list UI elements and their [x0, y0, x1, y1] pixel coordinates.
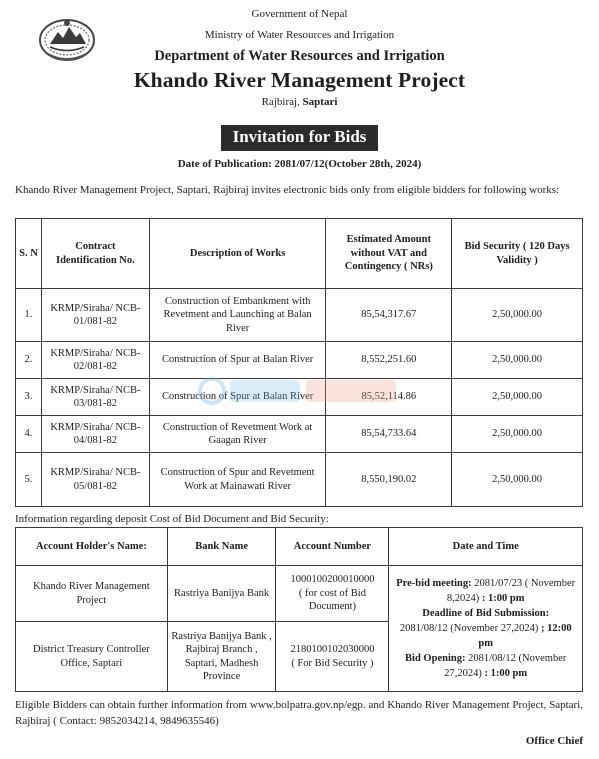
cell-security: 2,50,000.00: [452, 416, 583, 453]
cell-holder: Khando River Management Project: [16, 566, 168, 622]
header-holder: Account Holder's Name:: [16, 528, 168, 566]
header-description: Description of Works: [149, 219, 326, 289]
cell-description: Construction of Revetment Work at Gaagan River: [149, 416, 326, 453]
deposit-info: Information regarding deposit Cost of Bid Document and Bid Security:: [15, 513, 329, 525]
header-account: Account Number: [276, 528, 389, 566]
cell-sn: 3.: [16, 379, 42, 416]
works-table-header: [16, 219, 583, 289]
cell-contract: KRMP/Siraha/ NCB-02/081-82: [41, 342, 149, 379]
cell-sn: 4.: [16, 416, 42, 453]
cell-security: 2,50,000.00: [452, 379, 583, 416]
table-row: [16, 416, 583, 453]
cell-sn: 2.: [16, 342, 42, 379]
bank-table: [15, 527, 583, 692]
cell-contract: KRMP/Siraha/ NCB-04/081-82: [41, 416, 149, 453]
cell-estimate: 8,552,251.60: [326, 342, 452, 379]
account-number: 2180100102030000: [290, 644, 375, 655]
table-row: [16, 289, 583, 342]
location-city: Rajbiraj,: [261, 96, 303, 108]
header-contract: Contract Identification No.: [41, 219, 149, 289]
signatory: Office Chief: [525, 735, 583, 747]
footer-text: Eligible Bidders can obtain further information from www.bolpatra.gov.np/egp. and Khando River Management Project, Saptari, Rajbiraj ( Contact: 9852034214, 9849635546): [15, 699, 583, 727]
cell-estimate: 85,54,733.64: [326, 416, 452, 453]
prebid-time: : 1:00 pm: [481, 593, 525, 604]
location-line: [0, 97, 599, 108]
cell-security: 2,50,000.00: [452, 289, 583, 342]
cell-description: Construction of Embankment with Revetment and Launching at Balan River: [149, 289, 326, 342]
cell-holder: District Treasury Controller Office, Saptari: [16, 622, 168, 692]
table-row: [16, 566, 583, 622]
account-number: 1000100200010000: [290, 574, 375, 586]
project-title: Khando River Management Project: [133, 68, 466, 92]
opening-date: 2081/08/12 (November 27,2024): [444, 653, 567, 679]
opening-line: [393, 651, 578, 681]
cell-contract: KRMP/Siraha/ NCB-03/081-82: [41, 379, 149, 416]
opening-time: : 1:00 pm: [484, 668, 528, 679]
cell-bank: Rastriya Banijya Bank , Rajbiraj Branch , Saptari, Madhesh Province: [167, 622, 276, 692]
header-security: Bid Security ( 120 Days Validity ): [452, 219, 583, 289]
cell-description: Construction of Spur at Balan River: [149, 379, 326, 416]
cell-estimate: 85,54,317.67: [326, 289, 452, 342]
deadline-line: [393, 621, 578, 651]
account-note: ( for cost of Bid Document): [298, 587, 366, 613]
schedule-cell: [389, 566, 583, 692]
cell-contract: KRMP/Siraha/ NCB-05/081-82: [41, 453, 149, 507]
table-row: [16, 379, 583, 416]
cell-contract: KRMP/Siraha/ NCB-01/081-82: [41, 289, 149, 342]
header-datetime: Date and Time: [389, 528, 583, 566]
cell-estimate: 8,550,190.02: [326, 453, 452, 507]
header-estimate: Estimated Amount without VAT and Contingency ( NRs): [326, 219, 452, 289]
cell-estimate: 85,52,114.86: [326, 379, 452, 416]
cell-bank: Rastriya Banijya Bank: [167, 566, 276, 622]
cell-description: Construction of Spur at Balan River: [149, 342, 326, 379]
cell-account: [276, 566, 389, 622]
government-line: Government of Nepal: [251, 8, 348, 20]
table-row: [16, 342, 583, 379]
cell-account: [276, 622, 389, 692]
table-row: [16, 453, 583, 507]
header-bank: Bank Name: [167, 528, 276, 566]
notice-title: Invitation for Bids: [221, 125, 379, 151]
cell-description: Construction of Spur and Revetment Work at Mainawati River: [149, 453, 326, 507]
works-table: [15, 218, 583, 507]
cell-security: 2,50,000.00: [452, 453, 583, 507]
opening-label: Bid Opening:: [405, 653, 466, 664]
department-line: Department of Water Resources and Irrigation: [154, 48, 445, 64]
ministry-line: Ministry of Water Resources and Irrigation: [204, 29, 395, 41]
cell-sn: 5.: [16, 453, 42, 507]
deadline-label-line: [393, 606, 578, 621]
location-district: Saptari: [302, 96, 338, 108]
account-note: ( For Bid Security ): [291, 657, 374, 669]
notice-title-wrap: [0, 125, 599, 151]
deadline-label: Deadline of Bid Submission:: [422, 608, 550, 619]
publication-date: Date of Publication: 2081/07/12(October 28th, 2024): [177, 158, 422, 170]
header-sn: S. N: [16, 219, 42, 289]
prebid-date: 2081/07/23 ( November 8,2024): [446, 578, 576, 604]
prebid-label: Pre-bid meeting:: [396, 578, 472, 589]
prebid-line: [393, 576, 578, 606]
deadline-time: ; 12:00 pm: [478, 623, 572, 649]
deadline-date: 2081/08/12 (November 27,2024): [399, 623, 541, 634]
bank-table-header: [16, 528, 583, 566]
cell-sn: 1.: [16, 289, 42, 342]
intro-paragraph: Khando River Management Project, Saptari, Rajbiraj invites electronic bids only from eligible bidders for following works:: [15, 184, 560, 196]
cell-security: 2,50,000.00: [452, 342, 583, 379]
